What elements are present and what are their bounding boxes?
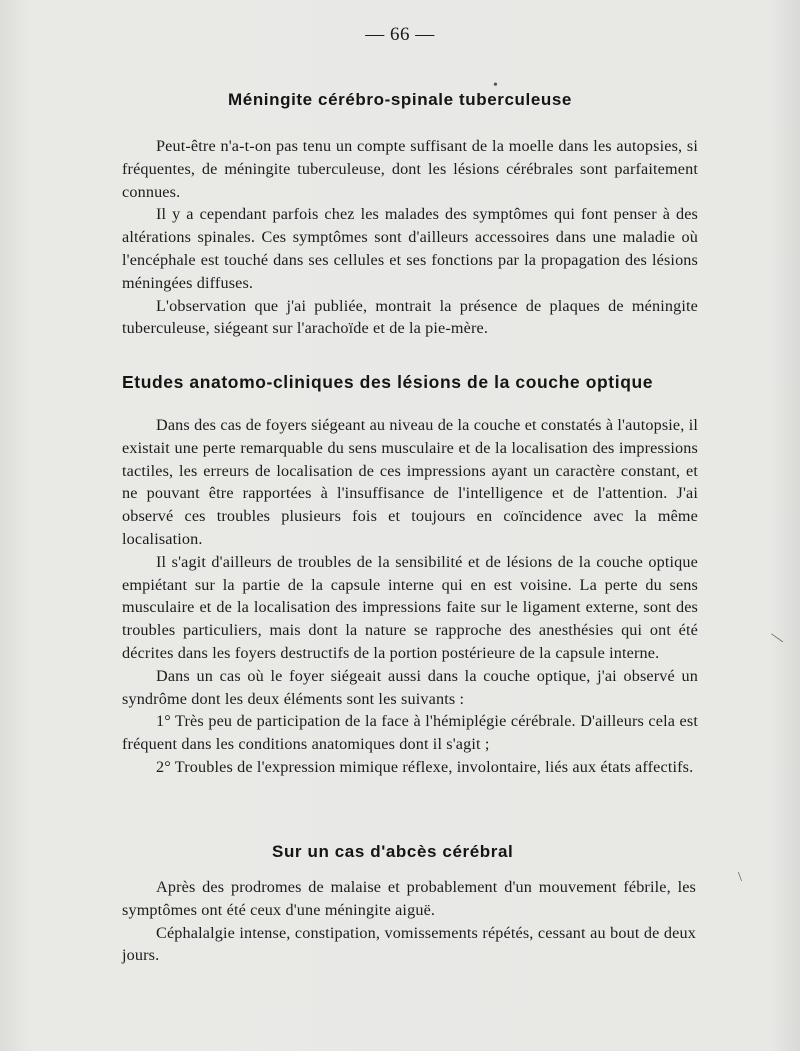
paragraph: Il y a cependant parfois chez les malades des symptômes qui font penser à des altérations spinales. Ces symptômes sont d'ailleurs accessoires dans une maladie où l'encéphale est touché dans ses cellules et ses fonctions par la propagation des lésions méningées diffuses.: [122, 205, 698, 292]
page-number: — 66 —: [365, 24, 435, 45]
paragraph: 1° Très peu de participation de la face à l'hémiplégie cérébrale. D'ailleurs cela est fréquent dans les conditions anatomiques dont il s'agit ;: [122, 712, 698, 754]
ink-speck: \: [738, 870, 742, 885]
paragraph: Céphalalgie intense, constipation, vomissements répétés, cessant au bout de deux jours.: [122, 923, 696, 965]
paragraph: Dans des cas de foyers siégeant au niveau de la couche et constatés à l'autopsie, il existait une perte remarquable du sens musculaire et de la localisation des impressions tactiles, les erreurs de localisation de ces impressions ayant un caractère constant, et ne pouvant être rapportées à l'insuffisance de l'intelligence et de l'attention. J'ai observé ces troubles plusieurs fois et toujours en coïncidence avec la même localisation.: [122, 416, 698, 548]
ink-speck: —: [767, 627, 788, 648]
paragraph: 2° Troubles de l'expression mimique réflexe, involontaire, liés aux états affectifs.: [156, 757, 694, 776]
section-body-abces: [122, 876, 696, 967]
section-title-couche-optique: Etudes anatomo-cliniques des lésions de la couche optique: [122, 372, 654, 392]
section-body-couche-optique: [122, 414, 698, 779]
paragraph: L'observation que j'ai publiée, montrait la présence de plaques de méningite tuberculeuse, siégeant sur l'arachoïde et de la pie-mère.: [122, 296, 698, 338]
section-body-meningite: [122, 135, 698, 340]
paragraph: Dans un cas où le foyer siégeait aussi dans la couche optique, j'ai observé un syndrôme dont les deux éléments sont les suivants :: [122, 666, 698, 708]
paragraph: Peut-être n'a-t-on pas tenu un compte suffisant de la moelle dans les autopsies, si fréquentes, de méningite tuberculeuse, dont les lésions cérébrales sont parfaitement connues.: [122, 137, 698, 201]
section-title-meningite: Méningite cérébro-spinale tuberculeuse: [228, 90, 572, 109]
paragraph: Après des prodromes de malaise et probablement d'un mouvement fébrile, les symptômes ont été ceux d'une méningite aiguë.: [122, 878, 696, 919]
ink-speck: •: [493, 78, 498, 93]
paragraph: Il s'agit d'ailleurs de troubles de la sensibilité et de lésions de la couche optique empiétant sur la partie de la capsule interne qui en est voisine. La perte du sens musculaire et de la localisation des impressions faite sur le ligament externe, sont des troubles particuliers, mais dont la nature se rapproche des anesthésies qui ont été décrites dans les foyers destructifs de la portion postérieure de la capsule interne.: [122, 552, 698, 662]
section-title-abces: Sur un cas d'abcès cérébral: [272, 842, 514, 861]
